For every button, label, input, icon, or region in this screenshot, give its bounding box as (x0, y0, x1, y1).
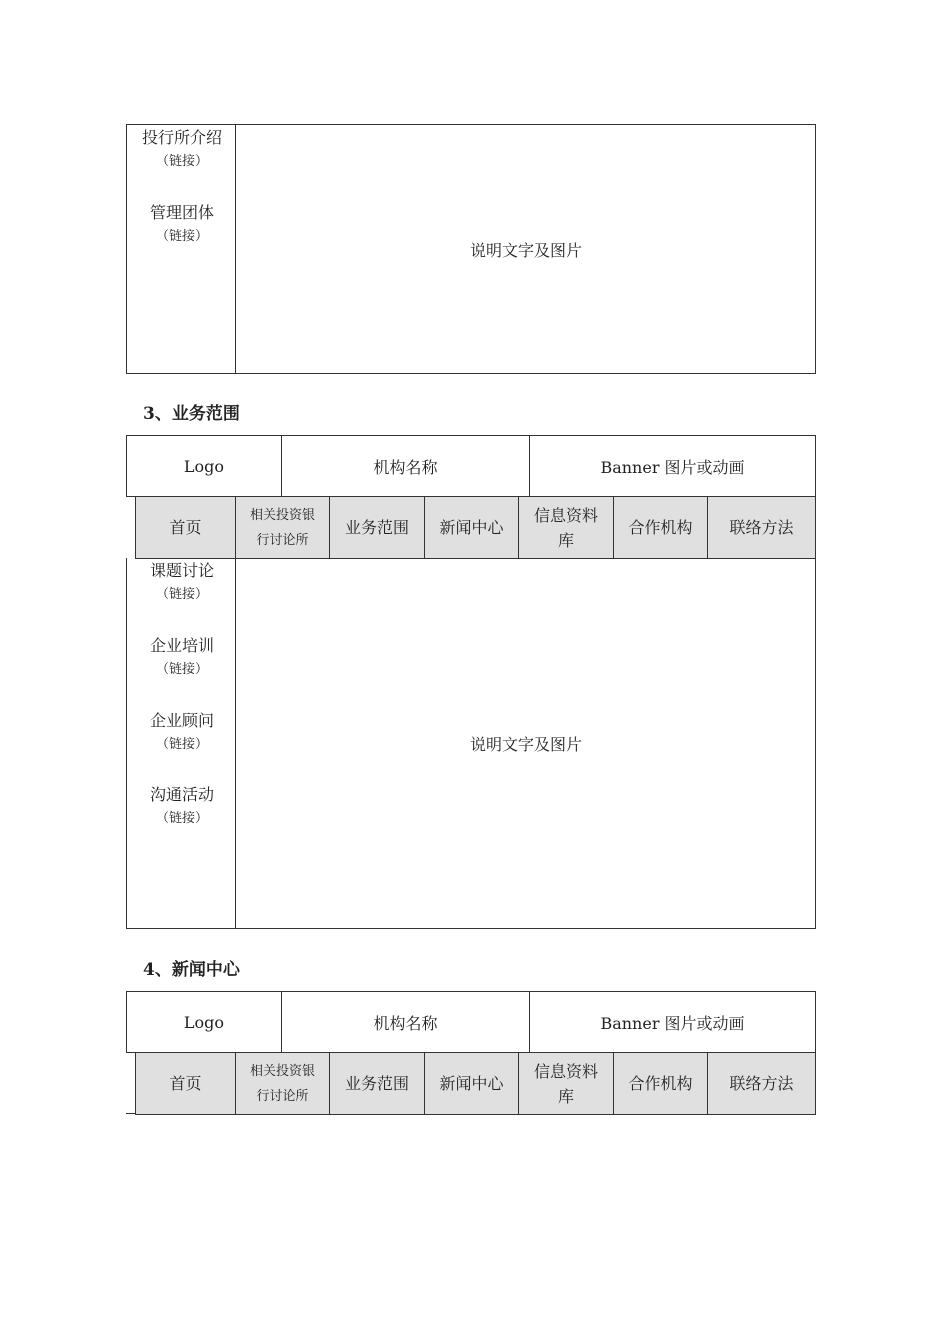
top-layout-table (126, 124, 816, 374)
content-placeholder: 说明文字及图片 (469, 240, 582, 260)
sidebar-item-title: 课题讨论 (149, 561, 214, 580)
org-name-label: 机构名称 (373, 1013, 438, 1033)
nav-investment-bank[interactable] (235, 496, 330, 559)
logo-label: Logo (183, 456, 225, 476)
nav-label: 相关投资银行讨论所 (249, 1063, 315, 1104)
table-edge-mark (126, 1113, 135, 1114)
top-sidebar (127, 125, 236, 373)
section-3-sidebar (127, 558, 236, 928)
sidebar-item-title: 沟通活动 (149, 785, 214, 804)
nav-partners[interactable] (613, 1052, 708, 1115)
sidebar-item-link[interactable]: （链接） (155, 154, 208, 169)
sidebar-item-link[interactable]: （链接） (155, 811, 208, 826)
nav-partners[interactable] (613, 496, 708, 559)
sidebar-item-intro[interactable] (127, 127, 237, 173)
sidebar-item-title: 投行所介绍 (141, 128, 222, 147)
nav-contact[interactable] (707, 1052, 816, 1115)
section-3-heading: 3、业务范围 (143, 404, 240, 424)
sidebar-item-link[interactable]: （链接） (155, 737, 208, 752)
sidebar-item-title: 企业顾问 (149, 711, 214, 730)
nav-label: 新闻中心 (439, 1074, 504, 1093)
sidebar-item-research[interactable] (127, 560, 237, 606)
sidebar-item-training[interactable] (127, 635, 237, 681)
nav-label: 合作机构 (628, 518, 693, 537)
nav-label: 信息资料库 (533, 1061, 598, 1106)
nav-home[interactable] (135, 1052, 236, 1115)
org-name-cell (281, 991, 530, 1053)
logo-label: Logo (183, 1012, 225, 1032)
sidebar-item-events[interactable] (127, 784, 237, 830)
nav-label: 联络方法 (729, 518, 794, 537)
nav-label: 联络方法 (729, 1074, 794, 1093)
nav-info-library[interactable] (518, 496, 614, 559)
logo-cell[interactable] (126, 991, 282, 1053)
content-placeholder: 说明文字及图片 (469, 734, 582, 754)
org-name-label: 机构名称 (373, 457, 438, 477)
banner-cell (529, 991, 816, 1053)
logo-cell[interactable] (126, 435, 282, 497)
nav-news-center[interactable] (424, 496, 519, 559)
nav-contact[interactable] (707, 496, 816, 559)
banner-cell (529, 435, 816, 497)
banner-label: Banner 图片或动画 (600, 457, 745, 477)
nav-label: 首页 (169, 1074, 202, 1093)
top-content-area (237, 125, 815, 373)
section-3-body (126, 558, 816, 929)
nav-label: 首页 (169, 518, 202, 537)
sidebar-item-link[interactable]: （链接） (155, 587, 208, 602)
nav-home[interactable] (135, 496, 236, 559)
nav-label: 业务范围 (344, 1074, 409, 1093)
sidebar-item-team[interactable] (127, 202, 237, 248)
nav-label: 信息资料库 (533, 505, 598, 550)
nav-investment-bank[interactable] (235, 1052, 330, 1115)
sidebar-item-title: 企业培训 (149, 636, 214, 655)
nav-label: 业务范围 (344, 518, 409, 537)
banner-label: Banner 图片或动画 (600, 1013, 745, 1033)
org-name-cell (281, 435, 530, 497)
sidebar-item-link[interactable]: （链接） (155, 662, 208, 677)
nav-news-center[interactable] (424, 1052, 519, 1115)
section-4-heading: 4、新闻中心 (143, 960, 240, 980)
nav-label: 新闻中心 (439, 518, 504, 537)
sidebar-item-title: 管理团体 (149, 203, 214, 222)
nav-info-library[interactable] (518, 1052, 614, 1115)
section-3-content-area (237, 558, 815, 928)
sidebar-item-link[interactable]: （链接） (155, 229, 208, 244)
nav-business-scope[interactable] (329, 1052, 425, 1115)
nav-label: 相关投资银行讨论所 (249, 507, 315, 548)
nav-label: 合作机构 (628, 1074, 693, 1093)
nav-business-scope[interactable] (329, 496, 425, 559)
sidebar-item-consulting[interactable] (127, 710, 237, 756)
